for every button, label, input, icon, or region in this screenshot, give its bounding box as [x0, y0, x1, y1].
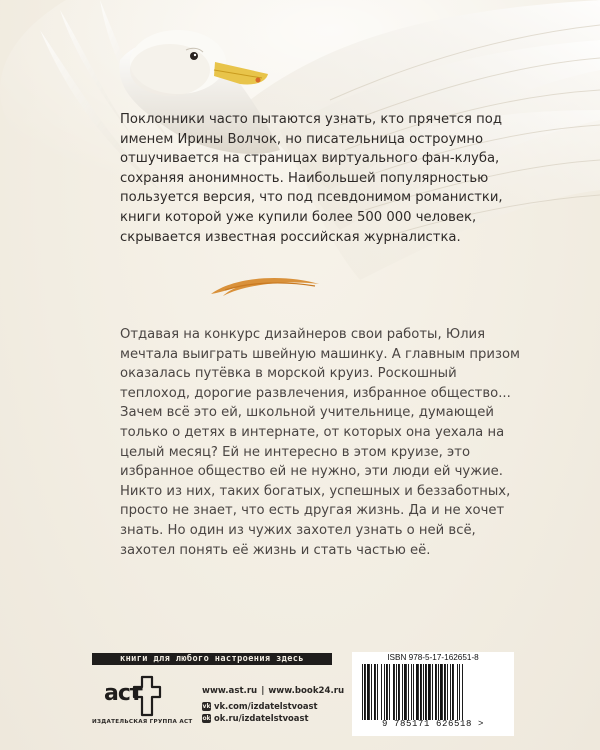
author-blurb: Поклонники часто пытаются узнать, кто прячется под именем Ирины Волчок, но писательница остроумно отшучивается на страницах виртуального фан-клуба, сохраняя анонимность. Наибольшей популярностью пользуется версия, что под псевдонимом романистки, книги которой уже купили более 500 000 человек, скрывается известная российская журналистка.: [120, 112, 503, 245]
isbn-barcode: [352, 652, 514, 736]
ok-icon: ok: [202, 715, 211, 722]
link-separator: |: [261, 686, 265, 696]
social-ok-text[interactable]: ok.ru/izdatelstvoast: [214, 713, 309, 723]
isbn-number: ISBN 978-5-17-162651-8: [387, 653, 479, 662]
publisher-logo: [92, 675, 193, 730]
barcode-icon: [360, 664, 506, 722]
barcode-digits: 9 785171 626518 >: [381, 719, 484, 729]
link-ast[interactable]: www.ast.ru: [202, 686, 258, 696]
logo-caption: ИЗДАТЕЛЬСКАЯ ГРУППА АСТ: [92, 719, 193, 725]
web-links: [202, 686, 344, 696]
link-book24[interactable]: www.book24.ru: [268, 686, 345, 696]
logo-wordmark: аст: [104, 681, 142, 706]
book-annotation: Отдавая на конкурс дизайнеров свои работы, Юлия мечтала выиграть швейную машинку. А главным призом оказалась путёвка в морской круиз. Роскошный теплоход, дорогие развлечения, избранное общество... Зачем всё это ей, школьной учительнице, думающей только о детях в интернате, от которых она уехала на целый месяц? Ей не интересно в этом круизе, это избранное общество ей не нужно, эти люди ей чужие. Никто из них, таких богатых, успешных и беззаботных, просто не знает, что есть другая жизнь. Да и не хочет знать. Но один из чужих захотел узнать о ней всё, захотел понять её жизнь и стать частью её.: [120, 327, 520, 558]
slogan-banner: книги для любого настроения здесь: [92, 653, 332, 665]
social-vk[interactable]: [202, 700, 318, 712]
social-ok[interactable]: [202, 712, 308, 724]
vk-icon: vk: [202, 703, 211, 710]
social-vk-text[interactable]: vk.com/izdatelstvoast: [214, 701, 318, 711]
orange-swash-icon: [205, 272, 325, 302]
